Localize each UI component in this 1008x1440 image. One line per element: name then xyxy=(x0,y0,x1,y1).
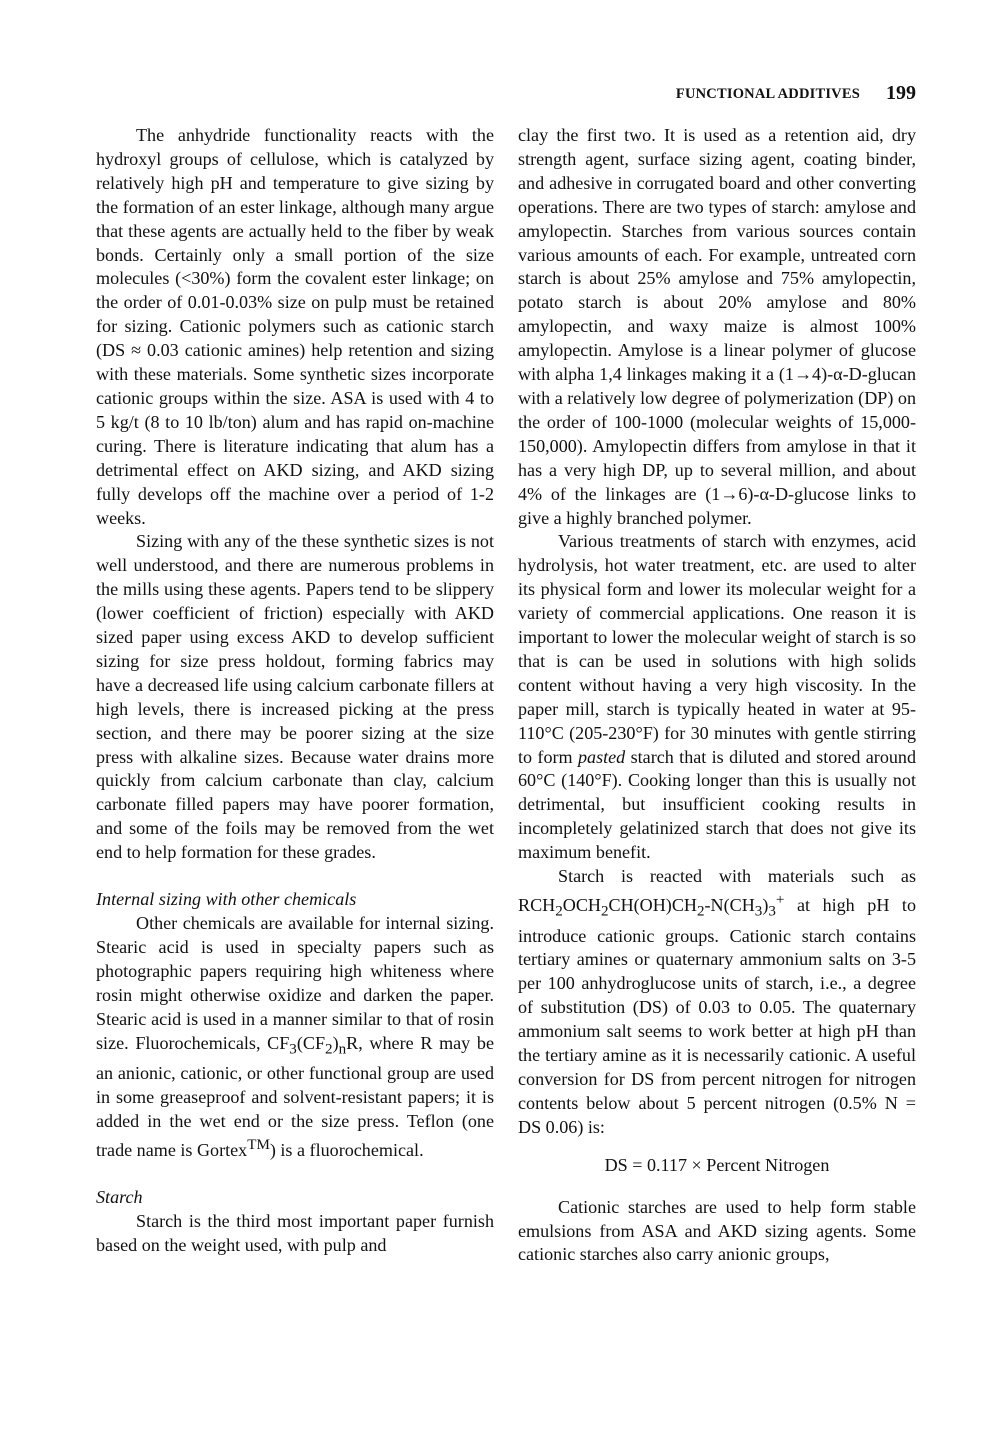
running-header xyxy=(92,82,916,105)
equation: DS = 0.117 × Percent Nitrogen xyxy=(604,1154,830,1175)
section-heading: Starch xyxy=(96,1186,143,1207)
section-heading: Internal sizing with other chemicals xyxy=(96,889,357,910)
paragraph: The anhydride functionality reacts with the hydroxyl groups of cellulose, which is catalyzed by relatively high pH and temperature to give sizing by the formation of an ester linkage, although many argue that these agents are actually held to the fiber by weak bonds. Certainly only a small portion of the size molecules (<30%) form the covalent ester linkage; on the order of 0.01-0.03% size on pulp must be retained for sizing. Cationic polymers such as cationic starch (DS ≈ 0.03 cationic amines) help retention and sizing with these materials. Some synthetic sizes incorporate cationic groups within the size. ASA is used with 4 to 5 kg/t (8 to 10 lb/ton) alum and has rapid on-machine curing. There is literature indicating that alum has a detrimental effect on AKD sizing, and AKD sizing fully develops off the machine over a period of 1-2 weeks. xyxy=(96,125,494,528)
paragraph: Starch is the third most important paper furnish based on the weight used, with pulp and xyxy=(96,1210,494,1255)
paragraph: Sizing with any of the these synthetic sizes is not well understood, and there are numerous problems in the mills using these agents. Papers tend to be slippery (lower coefficient of friction) especially with AKD sized paper using excess AKD to develop sufficient sizing for size press holdout, forming fabrics may have a decreased life using calcium carbonate fillers at high levels, there is increased picking at the press section, and there may be poorer sizing at the size press with alkaline sizes. Because water drains more quickly from calcium carbonate than clay, calcium carbonate filled papers may have poorer formation, and some of the foils may be removed from the wet end to help formation for these grades. xyxy=(96,531,494,863)
page-number: 199 xyxy=(886,82,916,104)
left-column xyxy=(96,124,494,1257)
right-column xyxy=(518,124,916,1267)
paragraph: Other chemicals are available for internal sizing. Stearic acid is used in specialty papers such as photographic papers requiring high whiteness where rosin might otherwise oxidize and darken the paper. Stearic acid is used in a manner similar to that of rosin size. Fluorochemicals, $CF_3(CF_2)_nR$, where R may be an anionic, cationic, or other functional group are used in some greaseproof and solvent-resistant papers; it is added in the wet end or the size press. Teflon (one trade name is Gortex™) is a fluorochemical. xyxy=(96,913,495,1160)
paragraph: Starch is reacted with materials such as $RCH_2OCH_2CH(OH)CH_2-N(CH_3)_3^+$ at high pH to introduce cationic groups. Cationic starch contains tertiary amines or quaternary ammonium salts on 3-5 per 100 anhydroglucose units of starch, i.e., a degree of substitution (DS) of 0.03 to 0.05. The quaternary ammonium salt seems to work better at high pH than the tertiary amine as it is necessarily cationic. A useful conversion for DS from percent nitrogen for nitrogen contents below about 5 percent nitrogen (0.5% N = DS 0.06) is: xyxy=(518,866,916,1137)
paragraph: clay the first two. It is used as a retention aid, dry strength agent, surface sizing agent, coating binder, and adhesive in corrugated board and other converting operations. There are two types of starch: amylose and amylopectin. Starches from various sources contain various amounts of each. For example, untreated corn starch is about 25% amylose and 75% amylopectin, potato starch is about 20% amylose and 80% amylopectin, and waxy maize is almost 100% amylopectin. Amylose is a linear polymer of glucose with alpha 1,4 linkages making it a (1→4)-α-D-glucan with a relatively low degree of polymerization (DP) on the order of 100-1000 (molecular weights of 15,000-150,000). Amylopectin differs from amylose in that it has a very high DP, up to several million, and about 4% of the linkages are (1→6)-α-D-glucose links to give a highly branched polymer. xyxy=(518,125,916,528)
running-title: FUNCTIONAL ADDITIVES xyxy=(675,86,860,102)
paragraph: Cationic starches are used to help form stable emulsions from ASA and AKD sizing agents. Some cationic starches also carry anionic groups, xyxy=(518,1196,916,1265)
paragraph: Various treatments of starch with enzymes, acid hydrolysis, hot water treatment, etc. are used to alter its physical form and lower its molecular weight for a variety of commercial applications. One reason it is important to lower the molecular weight of starch is so that is can be used in solutions with high solids content without having a very high viscosity. In the paper mill, starch is typically heated in water at 95-110°C (205-230°F) for 30 minutes with gentle stirring to form pasted starch that is diluted and stored around 60°C (140°F). Cooking longer than this is usually not detrimental, but insufficient cooking results in incompletely gelatinized starch that does not give its maximum benefit. xyxy=(518,531,917,863)
